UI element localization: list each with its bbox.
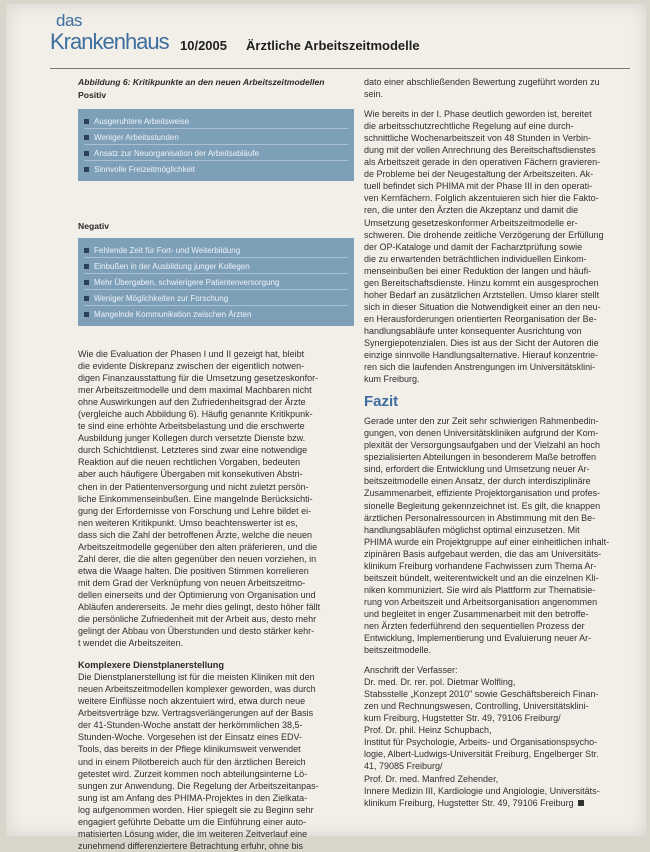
- positive-box: [78, 109, 354, 181]
- negative-item-text: Fehlende Zeit für Fort- und Weiterbildung: [94, 245, 241, 255]
- negative-item: [84, 307, 348, 321]
- masthead: [50, 10, 630, 62]
- positive-item: [84, 162, 348, 176]
- negative-item: [84, 243, 348, 258]
- section-subheading: Komplexere Dienstplanerstellung: [78, 660, 225, 671]
- square-bullet-icon: [84, 119, 89, 124]
- positive-item-text: Ausgeruhtere Arbeitsweise: [94, 116, 190, 126]
- positive-item-text: Weniger Arbeitsstunden: [94, 132, 179, 142]
- positive-label: Positiv: [78, 90, 107, 100]
- negative-item: [84, 275, 348, 290]
- logo-main-text: Krankenhaus: [50, 29, 169, 54]
- square-bullet-icon: [84, 264, 89, 269]
- issue-number: 10/2005: [180, 38, 227, 53]
- right-column: [364, 76, 622, 809]
- square-bullet-icon: [84, 135, 89, 140]
- square-bullet-icon: [84, 248, 89, 253]
- square-bullet-icon: [84, 151, 89, 156]
- negative-item-text: Weniger Möglichkeiten zur Forschung: [94, 293, 229, 303]
- fazit-heading: Fazit: [364, 393, 399, 411]
- square-bullet-icon: [84, 312, 89, 317]
- body-paragraph-continued: dato einer abschließenden Bewertung zugeführt worden zu sein.: [364, 77, 600, 100]
- negative-item-text: Mehr Übergaben, schwierigere Patientenversorgung: [94, 277, 280, 287]
- header-rule: [50, 68, 630, 69]
- square-bullet-icon: [84, 280, 89, 285]
- author-addresses: [364, 664, 622, 809]
- negative-box: [78, 238, 354, 326]
- negative-item-text: Mangelnde Kommunikation zwischen Ärzten: [94, 309, 252, 319]
- square-bullet-icon: [84, 296, 89, 301]
- body-paragraph-dienstplan: Die Dienstplanerstellung ist für die meisten Kliniken mit den neuen Arbeitszeitmodellen komplexer geworden, was durch weitere Einflüsse noch akzentuiert wird, etwa durch neue Arbeitsverträge bzw. Vertragsverlängerungen auf der Basis der 41-Stunden-Woche anstatt der herkömmlichen 38,5- Stunden-Woche. Vorgesehen ist der Einsatz eines EDV- Tools, das bereits in der Pflege klinikumsweit verwendet und in einem Pilotbereich auch für den ärztlichen Bereich getestet wird. Zurzeit kommen noch abteilungsinterne Lö- sungen zur Anwendung. Die Regelung der Arbeitszeitanpas- sung ist am Anfang des PHIMA-Projektes in den Zielkata- log aufgenommen worden. Hier spiegelt sie zu Beginn sehr engagiert geführte Debatte um die Einführung einer auto- matisierten Lösung wider, die im weiteren Zeitverlauf eine zunehmend differenziertere Betrachtung erfuhr, ohne bis: [78, 672, 319, 851]
- negative-item: [84, 291, 348, 306]
- magazine-page: [6, 4, 646, 851]
- square-bullet-icon: [84, 167, 89, 172]
- positive-item: [84, 130, 348, 145]
- logo-top-text: das: [56, 11, 82, 30]
- negative-item-text: Einbußen in der Ausbildung junger Kollegen: [94, 261, 250, 271]
- author-addresses-text: Anschrift der Verfasser: Dr. med. Dr. rer. pol. Dietmar Wolfling, Stabsstelle „Konzept 2010" sowie Geschäftsbereich Finan- zen und Rechnungswesen, Controlling, Universitätsklini- kum Freiburg, Hugstetter Str. 49, 79106 Freiburg/ Prof. Dr. phil. Heinz Schupbach, Institut für Psychologie, Arbeits- und Organisationspsycho- logie, Albert-Ludwigs-Universität Freiburg, Engelberger Str. 41, 79085 Freiburg/ Prof. Dr. med. Manfred Zehender, Innere Medizin III, Kardiologie und Angiologie, Universitäts- klinikum Freiburg, Hugstetter Str. 49, 79106 Freiburg: [364, 665, 600, 808]
- negative-label: Negativ: [78, 221, 110, 231]
- positive-item-text: Sinnvolle Freizeitmöglichkeit: [94, 164, 195, 174]
- fazit-paragraph: Gerade unter den zur Zeit sehr schwierigen Rahmenbedin- gungen, von denen Universitätskliniken aufgrund der Kom- plexität der Versorgungsaufgaben und der Vielzahl an hoch spezialisierten Abteilungen in besonderem Maße betroffen sind, erfordert die Entwicklung und Umsetzung neuer Ar- beitszeitmodelle einen Ansatz, der durch interdisziplinäre Zusammenarbeit, effiziente Projektorganisation und profes- sionelle Begleitung gekennzeichnet ist. Es gilt, die knappen ärztlichen Personalressourcen in Abstimmung mit den Be- handlungsabläufen möglichst optimal einzusetzen. Mit PHIMA wurde ein Projektgruppe auf einer einheitlichen inhalt- zipinären Basis aufgebaut werden, die das am Universitäts- klinikum Freiburg vorhandene Fachwissen zum Thema Ar- beitszeit bündelt, weiterentwickelt und an die einzelnen Kli- niken kommuniziert. Sie wird als Plattform zur Thematisie- rung von Arbeitszeit und Arbeitsorganisation angenommen und begleitet in enger Zusammenarbeit mit den betroffe- nen Ärzten federführend den sequentiellen Prozess der Entwicklung, Implementierung und Evaluierung neuer Ar- beitszeitmodelle.: [364, 416, 610, 656]
- positive-item: [84, 146, 348, 161]
- figure-spacer: [78, 181, 354, 219]
- positive-item: [84, 114, 348, 129]
- positive-item-text: Ansatz zur Neuorganisation der Arbeitsabläufe: [94, 148, 259, 158]
- body-paragraph-phase: Wie bereits in der I. Phase deutlich geworden ist, bereitet die arbeitsschutzrechtliche Regelung auf eine durch- schnittliche Wochenarbeitszeit von 48 Stunden in Verbin- dung mit der vollen Anrechnung des Bereitschaftsdienstes als Arbeitszeit gerade in den operativen Fächern gravieren- de Probleme bei der Neugestaltung der Arbeitszeiten. Ak- tuell befindet sich PHIMA mit der Phase III in den operati- ven Kernfächern. Folglich akzentuieren sich hier die Fakto- ren, die unter den Ärzten die Akzeptanz und damit die Umsetzung gesetzeskonformer Arbeitszeitmodelle er- schweren. Die drohende zeitliche Verzögerung der Erfüllung der OP-Kataloge und damit der Facharztprüfung sowie die zu erwartenden beträchtlichen individuellen Einkom- menseinbußen bei einer Reduktion der langen und häufi- gen Bereitschaftsdienste. Hinzu kommt ein ausgesprochen hoher Bedarf an zusätzlichen Arztstellen. Umso klarer stellt sich in dieser Situation die Notwendigkeit einer an den neu- en Herausforderungen orientierten Reorganisation der Be- handlungsabläufe unter konsequenter Ausrichtung von Synergiepotenzialen. Dies ist aus der Sicht der Autoren die einzige sinnvolle Handlungsalternative. Hierauf konzentrie- ren sich die laufenden Anstrengungen im Universitätsklini- kum Freiburg.: [364, 109, 604, 385]
- left-column: [78, 76, 354, 852]
- figure-caption: Abbildung 6: Kritikpunkte an den neuen Arbeitszeitmodellen: [78, 77, 325, 87]
- end-of-article-icon: [578, 800, 584, 806]
- running-title: Ärztliche Arbeitszeitmodelle: [246, 38, 420, 53]
- body-paragraph-intro: Wie die Evaluation der Phasen I und II gezeigt hat, bleibt die evidente Diskrepanz zwischen der eigentlich notwen- digen Finanzausstattung für die Umsetzung gesetzeskonfor- mer Arbeitszeitmodelle und dem maximal Machbaren nicht ohne Auswirkungen auf den Zufriedenheitsgrad der Ärzte (vergleiche auch Abbildung 6). Häufig genannte Kritikpunk- te sind eine erhöhte Arbeitsbelastung und die erschwerte Ausbildung junger Kollegen durch versetzte Dienste bzw. durch Schichtdienst. Letzteres sind zwar eine notwendige Reaktion auf die neuen rechtlichen Vorgaben, bedeuten aber auch häufigere Übergaben mit konsekutiven Abstri- chen in der Patientenversorgung und nicht zuletzt persön- liche Einkommenseinbußen. Eine mangelnde Berücksichti- gung der Erfordernisse von Forschung und Lehre bildet ei- nen weiteren Kritikpunkt. Umso beachtenswerter ist es, dass sich die Zahl der betroffenen Ärzte, welche die neuen Arbeitszeitmodelle gegenüber den alten präferieren, und die Zahl derer, die die alten gegenüber den neuen vorziehen, in etwa die Waage halten. Die positiven Stimmen korrelieren mit dem Grad der Verknüpfung von neuen Arbeitszeitmo- dellen einerseits und der Optimierung von Organisation und Abläufen andererseits. Je mehr dies gelingt, desto höher fällt die persönliche Zufriedenheit mit der Arbeit aus, desto mehr gelingt der Abbau von Überstunden und desto stärker kehr- t wendet die Arbeitszeiten.: [78, 349, 321, 649]
- magazine-logo: [50, 10, 170, 62]
- negative-item: [84, 259, 348, 274]
